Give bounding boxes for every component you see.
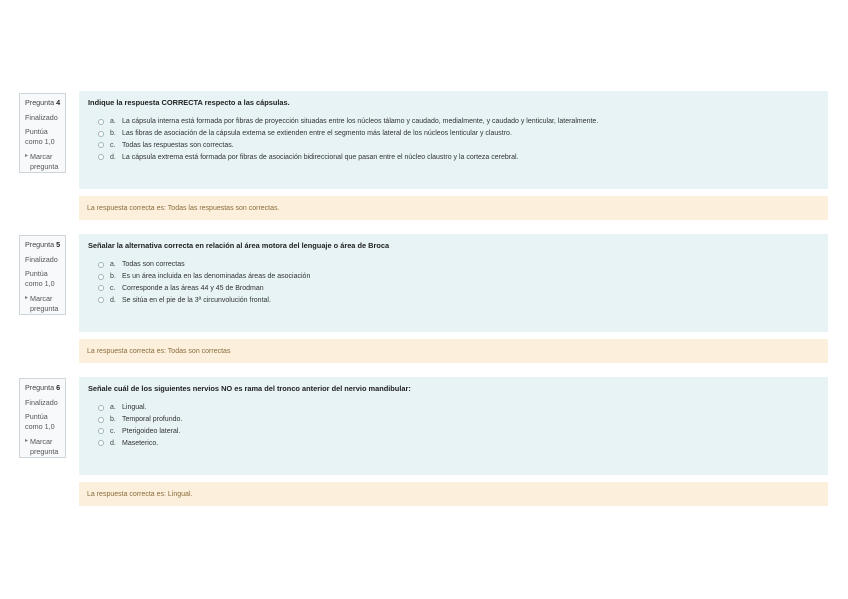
question-number-value: 6 [56,383,61,392]
question-number [25,240,61,250]
radio-button[interactable] [98,285,104,291]
answer-letter: a. [110,261,116,269]
radio-button[interactable] [98,131,104,137]
answer-text: Temporal profundo. [122,416,183,424]
question-score: Puntúa como 1,0 [25,269,55,289]
correct-answer-feedback: La respuesta correcta es: Lingual. [79,482,828,506]
flag-question-label: Marcar pregunta [30,151,59,171]
answer-letter: d. [110,153,116,161]
question-score: Puntúa como 1,0 [25,127,55,147]
answer-option-c[interactable] [98,140,819,152]
answer-letter: d. [110,439,116,447]
question-number-value: 5 [56,240,61,249]
answer-letter: c. [110,141,116,149]
answer-letter: b. [110,416,116,424]
answer-text: La cápsula extrema está formada por fibras de asociación bidireccional que pasan entre el núcleo claustro y la corteza cerebral. [122,153,519,161]
answer-option-c[interactable] [98,283,819,295]
question-number-label: Pregunta [25,383,55,392]
answer-text: Todas son correctas [122,261,185,269]
answer-option-d[interactable] [98,294,819,306]
flag-question-link[interactable] [25,152,61,171]
answer-letter: a. [110,118,116,126]
radio-button[interactable] [98,274,104,280]
answer-letter: b. [110,273,116,281]
radio-button[interactable] [98,119,104,125]
answer-text: Lingual. [122,404,147,412]
answer-letter: d. [110,296,116,304]
answer-option-b[interactable] [98,271,819,283]
question-content [79,377,828,475]
radio-button[interactable] [98,154,104,160]
answer-text: Se sitúa en el pie de la 3ª circunvolución frontal. [122,296,271,304]
answer-text: Las fibras de asociación de la cápsula externa se extienden entre el segmento más lateral de los núcleos lenticular y claustro. [122,130,512,138]
answer-option-a[interactable] [98,259,819,271]
flag-question-label: Marcar pregunta [30,293,59,313]
answer-list [88,402,819,449]
answer-option-d[interactable] [98,437,819,449]
answer-option-d[interactable] [98,151,819,163]
radio-button[interactable] [98,405,104,411]
question-content [79,91,828,189]
question-number-value: 4 [56,98,61,107]
answer-letter: c. [110,284,116,292]
answer-letter: c. [110,427,116,435]
flag-question-link[interactable] [25,294,61,313]
radio-button[interactable] [98,428,104,434]
answer-text: La cápsula interna está formada por fibras de proyección situadas entre los núcleos tálamo y caudado, medialmente, y caudado y lenticular, lateralmente. [122,118,599,126]
question-text: Señalar la alternativa correcta en relación al área motora del lenguaje o área de Broca [88,241,390,250]
question-info-panel [19,235,66,315]
question-info-panel [19,93,66,173]
question-status: Finalizado [25,254,58,264]
answer-option-a[interactable] [98,402,819,414]
radio-button[interactable] [98,417,104,423]
answer-text: Pterigoideo lateral. [122,427,181,435]
question-score: Puntúa como 1,0 [25,412,55,432]
correct-answer-feedback: La respuesta correcta es: Todas las respuestas son correctas. [79,196,828,220]
question-text: Señale cuál de los siguientes nervios NO es rama del tronco anterior del nervio mandibular: [88,384,411,393]
question-number [25,98,61,108]
answer-text: Todas las respuestas son correctas. [122,141,234,149]
answer-text: Maseterico. [122,439,159,447]
answer-letter: b. [110,130,116,138]
correct-answer-feedback: La respuesta correcta es: Todas son correctas [79,339,828,363]
answer-text: Corresponde a las áreas 44 y 45 de Brodman [122,284,264,292]
answer-list [88,259,819,306]
answer-option-b[interactable] [98,128,819,140]
answer-text: Es un área incluida en las denominadas áreas de asociación [122,273,311,281]
radio-button[interactable] [98,440,104,446]
question-status: Finalizado [25,112,58,122]
answer-letter: a. [110,404,116,412]
radio-button[interactable] [98,142,104,148]
question-info-panel [19,378,66,458]
answer-list [88,116,819,163]
flag-icon: ▸ [25,294,29,301]
question-number-label: Pregunta [25,240,55,249]
radio-button[interactable] [98,262,104,268]
question-status: Finalizado [25,397,58,407]
question-content [79,234,828,332]
flag-icon: ▸ [25,437,29,444]
answer-option-b[interactable] [98,414,819,426]
question-text: Indique la respuesta CORRECTA respecto a las cápsulas. [88,98,290,107]
answer-option-a[interactable] [98,116,819,128]
flag-question-link[interactable] [25,437,61,456]
flag-icon: ▸ [25,152,29,159]
answer-option-c[interactable] [98,426,819,438]
question-number-label: Pregunta [25,98,55,107]
question-number [25,383,61,393]
flag-question-label: Marcar pregunta [30,436,59,456]
radio-button[interactable] [98,297,104,303]
